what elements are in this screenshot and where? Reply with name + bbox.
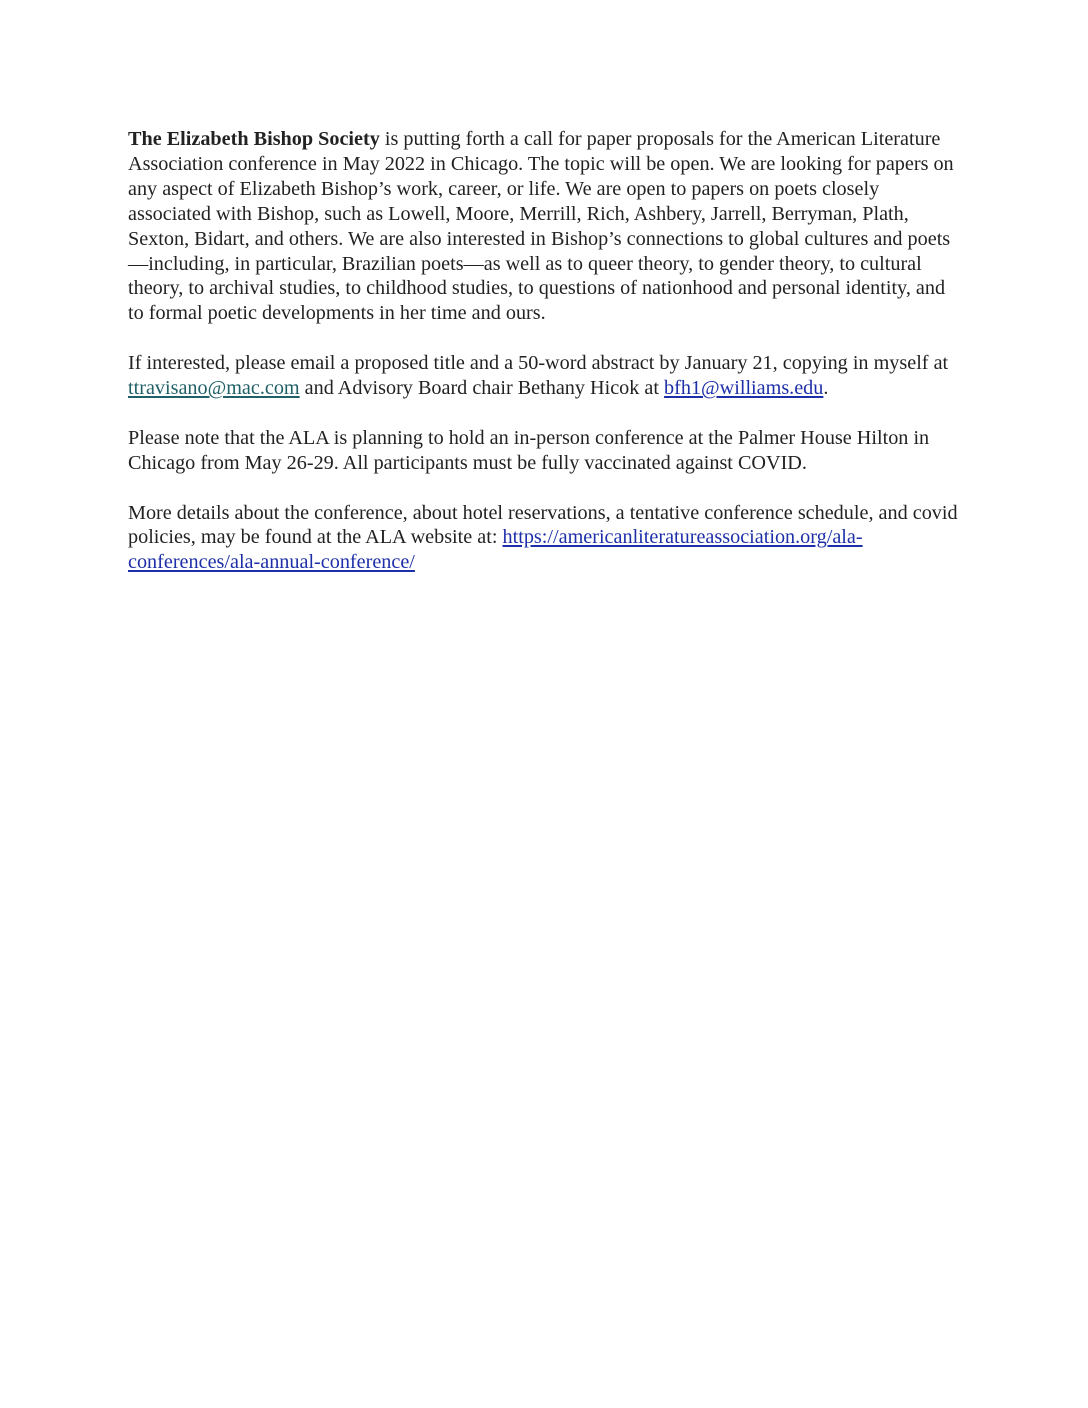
submission-text-b: and Advisory Board chair Bethany Hicok at xyxy=(299,377,665,400)
details-paragraph xyxy=(128,501,964,576)
call-for-papers-paragraph xyxy=(128,127,964,326)
call-for-papers-text: is putting forth a call for paper proposals for the American Literature Association conference in May 2022 in Chicago. The topic will be open. We are looking for papers on any aspect of Elizabeth Bishop’s work, career, or life. We are open to papers on poets closely associated with Bishop, such as Lowell, Moore, Merrill, Rich, Ashbery, Jarrell, Berryman, Plath, Sexton, Bidart, and others. We are also interested in Bishop’s connections to global cultures and poets—including, in particular, Brazilian poets—as well as to queer theory, to gender theory, to cultural theory, to archival studies, to childhood studies, to questions of nationhood and personal identity, and to formal poetic developments in her time and ours. xyxy=(128,128,954,325)
submission-text-a: If interested, please email a proposed title and a 50-word abstract by January 21, copying in myself at xyxy=(128,352,949,375)
submission-text-c: . xyxy=(823,377,829,400)
conference-note-paragraph: Please note that the ALA is planning to hold an in-person conference at the Palmer House Hilton in Chicago from May 26-29. All participants must be fully vaccinated against COVID. xyxy=(128,426,930,474)
society-name: The Elizabeth Bishop Society xyxy=(128,128,380,150)
submission-paragraph xyxy=(128,351,964,401)
document-page xyxy=(128,127,964,600)
details-text: More details about the conference, about hotel reservations, a tentative conference schedule, and covid policies, may be found at the ALA website at: xyxy=(128,501,958,549)
email-link-hicok[interactable]: bfh1@williams.edu xyxy=(664,377,824,400)
ala-website-link[interactable]: https://americanliteratureassociation.org/ala-conferences/ala-annual-conference/ xyxy=(128,526,863,574)
email-link-travisano[interactable]: ttravisano@mac.com xyxy=(128,377,300,400)
